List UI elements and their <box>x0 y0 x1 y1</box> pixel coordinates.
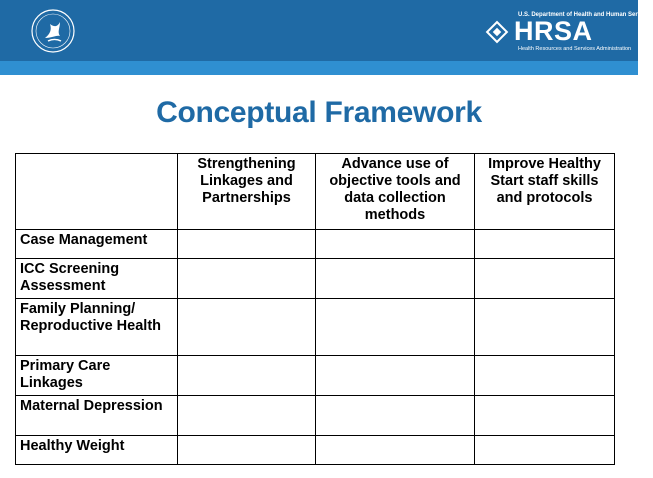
hrsa-wordmark: HRSA <box>514 16 593 46</box>
table-row <box>16 356 615 396</box>
framework-table <box>15 153 615 465</box>
row-label: Maternal Depression <box>16 396 178 436</box>
row-label: Healthy Weight <box>16 436 178 465</box>
table-cell <box>178 436 316 465</box>
hhs-department-text: U.S. Department of Health and Human Services <box>518 12 653 18</box>
table-row <box>16 230 615 259</box>
hrsa-logo <box>504 12 653 54</box>
table-row <box>16 259 615 299</box>
table-header-cell: Improve Healthy Start staff skills and protocols <box>475 154 615 230</box>
table-cell <box>178 259 316 299</box>
table-cell <box>178 396 316 436</box>
row-label: Primary Care Linkages <box>16 356 178 396</box>
page-title: Conceptual Framework <box>156 96 482 129</box>
table-header-cell <box>16 154 178 230</box>
row-label: Case Management <box>16 230 178 259</box>
table-cell <box>178 356 316 396</box>
table-cell <box>316 436 475 465</box>
table-cell <box>316 299 475 356</box>
table-cell <box>178 230 316 259</box>
table-cell <box>316 396 475 436</box>
table-row <box>16 299 615 356</box>
table-cell <box>316 259 475 299</box>
table-header-cell: Advance use of objective tools and data collection methods <box>316 154 475 230</box>
header-bar <box>0 0 653 61</box>
table-cell <box>475 259 615 299</box>
table-header-row <box>16 154 615 230</box>
hrsa-emblem-icon <box>486 21 508 43</box>
hrsa-subtitle: Health Resources and Services Administration <box>518 46 632 52</box>
table-cell <box>475 299 615 356</box>
row-label: Family Planning/ Reproductive Health <box>16 299 178 356</box>
table-cell <box>316 230 475 259</box>
table-cell <box>475 230 615 259</box>
table-cell <box>475 396 615 436</box>
table-cell <box>178 299 316 356</box>
table-cell <box>475 436 615 465</box>
table-row <box>16 436 615 465</box>
header-stripe <box>0 61 638 75</box>
hhs-seal-logo <box>30 8 76 54</box>
table-cell <box>316 356 475 396</box>
table-row <box>16 396 615 436</box>
table-cell <box>475 356 615 396</box>
table-header-cell: Strengthening Linkages and Partnerships <box>178 154 316 230</box>
row-label: ICC Screening Assessment <box>16 259 178 299</box>
